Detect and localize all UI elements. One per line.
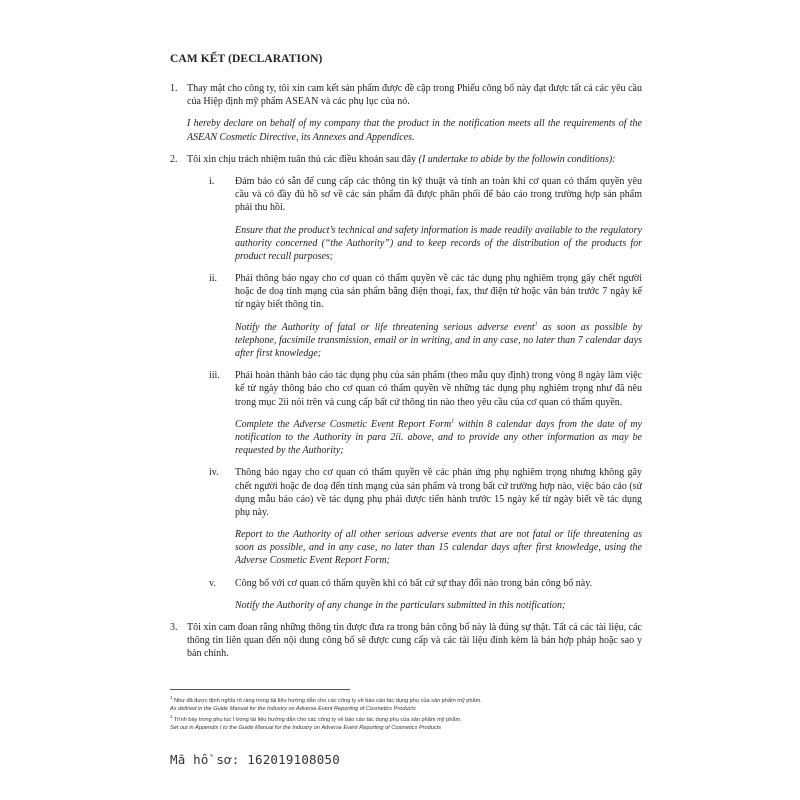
- subclause-text-en-part: as soon as possible by telephone, facsimile transmission, email or in writing, and in any case, no later than 7 calendar days after first knowledge;: [235, 321, 642, 359]
- subclause-number: v.: [209, 577, 216, 589]
- subclause-text-vi: Công bố với cơ quan có thẩm quyền khi có bất cứ sự thay đổi nào trong bản công bố này.: [235, 577, 593, 589]
- subclause-text-vi: Thông báo ngay cho cơ quan có thẩm quyền về các phản ứng phụ nghiêm trọng nhưng không gây chết người hoặc đe doạ đến tính mạng của sản phẩm và trong bất cứ trường hợp nào, việc báo cáo (sử dụng mẫu báo cáo) về tác dụng phụ phải được tiến hành trước 15 ngày kể từ ngày biết về tác dụng phụ này.: [235, 467, 642, 518]
- subclause-text-vi: Phải hoàn thành báo cáo tác dụng phụ của sản phẩm (theo mẫu quy định) trong vòng 8 ngày làm việc kể từ ngày thông báo cho cơ quan có thẩm quyền về những tác dụng phụ nghiêm trọng như đã nêu trong mục 2ii nói trên và cung cấp bất cứ thông tin nào theo yêu cầu của cơ quan có thẩm quyền.: [235, 370, 642, 408]
- subclause-text-vi: Đảm bảo có sẵn để cung cấp các thông tin kỹ thuật và tính an toàn khi cơ quan có thẩm quyền yêu cầu và có đầy đủ hồ sơ về các sản phẩm đã được phân phối để báo cáo trong trường hợp sản phẩm phải thu hồi.: [235, 175, 642, 214]
- subclause-number: iii.: [209, 370, 220, 382]
- footnote-2: [170, 714, 650, 733]
- record-code: Mã hồ sơ: 162019108050: [170, 752, 340, 767]
- footnote-divider: [170, 689, 350, 690]
- footnote-text-vi: [170, 695, 650, 706]
- subclause-v: [187, 577, 642, 612]
- subclause-text-en: [235, 321, 642, 361]
- subclause-text-en: [235, 418, 642, 458]
- footnote-text-vi: [170, 714, 650, 725]
- subclause-text-en-part: within 8 calendar days from the date of my notification to the Authority in para 2ii. above, and to provide any other information as may be requested by the Authority;: [235, 418, 642, 457]
- subclause-i: [187, 175, 642, 263]
- clause-3: [170, 621, 642, 661]
- subclause-number: iv.: [209, 467, 219, 479]
- declaration-heading: CAM KẾT (DECLARATION): [170, 53, 323, 65]
- subclause-text-vi: Phải thông báo ngay cho cơ quan có thẩm quyền về các tác dụng phụ nghiêm trọng gây chết người hoặc đe doạ tính mạng của sản phẩm bằng điện thoại, fax, thư điện tử hoặc văn bản trước 7 ngày kể từ ngày biết thông tin.: [235, 273, 642, 311]
- subclause-number: i.: [209, 175, 215, 187]
- declaration-body: [170, 82, 642, 670]
- clause-number: 3.: [170, 622, 178, 633]
- clause-text-vi: Thay mặt cho công ty, tôi xin cam kết sản phẩm được đề cập trong Phiếu công bố này đạt được tất cả các yêu cầu của Hiệp định mỹ phẩm ASEAN và các phụ lục của nó.: [187, 83, 642, 108]
- subclause-text-en: Ensure that the product’s technical and safety information is made readily available to the regulatory authority concerned (“the Authority”) and to keep records of the distribution of the products for product recall purposes;: [235, 224, 642, 262]
- clause-text-vi: Tôi xin chịu trách nhiệm tuân thủ các điều khoản sau đây: [187, 153, 417, 165]
- subclause-text-en: Notify the Authority of any change in the particulars submitted in this notification;: [235, 599, 566, 611]
- footnote-vi: Trình bày trong phụ lục I trong tài liệu hướng dẫn cho các công ty về báo cáo tác dụng phụ của sản phẩm mỹ phẩm.: [173, 716, 462, 723]
- clause-text-en: I hereby declare on behalf of my company that the product in the notification meets all the requirements of the ASEAN Cosmetic Directive, its Annexes and Appendices.: [187, 118, 642, 143]
- subclause-iv: [187, 466, 642, 567]
- clause-text-vi: Tôi xin cam đoan rằng những thông tin được đưa ra trong bản công bố này là đúng sự thật. Tất cả các tài liệu, các thông tin liên quan đến nội dung công bố sẽ được cung cấp và các tài liệu đính kèm là bản hợp pháp hoặc sao y bản chính.: [187, 622, 642, 660]
- footnote-text-en: As defined in the Guide Manual for the Industry on Adverse Event Reporting of Cosmetics Products: [170, 705, 416, 712]
- subclause-iii: [187, 369, 642, 457]
- clause-intro: [187, 153, 642, 166]
- subclause-text-en-part: Complete the Adverse Cosmetic Event Report Form: [235, 418, 452, 430]
- footnote-number: 1: [170, 695, 173, 700]
- footnote-text-en: Set out in Appendix I to the Guide Manual for the Industry on Adverse Event Reporting of Cosmetics Products: [170, 724, 442, 731]
- clause-number: 2.: [170, 153, 178, 165]
- footnote-marker: 1: [534, 321, 538, 328]
- subclause-number: ii.: [209, 273, 218, 285]
- subclause-text-en: Report to the Authority of all other serious adverse events that are not fatal or life threatening as soon as possible, and in any case, no later than 15 calendar days after first knowledge, using the Adverse Cosmetic Event Report Form;: [235, 529, 642, 567]
- clause-1: [170, 82, 642, 144]
- footnote-number: 1: [170, 713, 173, 719]
- clause-2: [170, 153, 642, 612]
- footnote-1: [170, 695, 650, 714]
- footnote-vi: Như đã được định nghĩa rõ ràng trong tài liệu hướng dẫn cho các công ty về báo cáo tác dụng phụ của sản phẩm mỹ phẩm.: [174, 697, 482, 704]
- footnotes: [170, 695, 650, 732]
- subclause-text-en-part: Notify the Authority of fatal or life threatening serious adverse event: [235, 321, 535, 333]
- footnote-marker: 1: [451, 418, 455, 425]
- clause-text-en: (I undertake to abide by the followin conditions):: [418, 153, 616, 165]
- clause-number: 1.: [170, 83, 178, 94]
- subclause-ii: [187, 272, 642, 360]
